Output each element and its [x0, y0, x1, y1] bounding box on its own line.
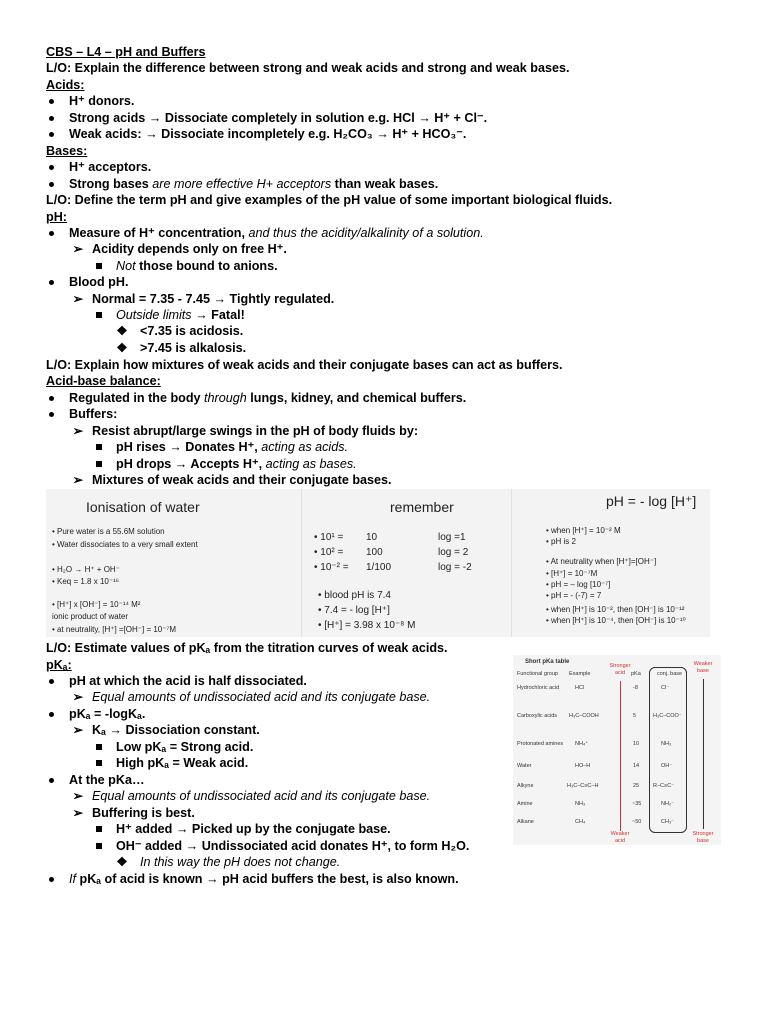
pka-row-value: 10: [633, 741, 640, 747]
bullet: [49, 165, 54, 170]
pka-row-example: H₃C–COOH: [569, 713, 599, 719]
bullet: [49, 778, 54, 783]
acid-base-subitem: Mixtures of weak acids and their conjugate bases.: [92, 473, 392, 487]
arrow-bullet-icon: ➢: [72, 292, 84, 306]
ph-item: Measure of H⁺ concentration, and thus the acidity/alkalinity of a solution.: [69, 226, 484, 240]
acid-base-subitem: pH rises → Donates H⁺, acting as acids.: [116, 440, 349, 454]
square-bullet-icon: [96, 444, 102, 450]
pka-row-value: ~35: [632, 801, 642, 807]
acids-item: H⁺ donors.: [69, 94, 135, 108]
pka-row-example: CH₄: [575, 819, 586, 825]
pka-table-title: Short pKa table: [525, 659, 570, 665]
acid-base-subitem: Resist abrupt/large swings in the pH of body fluids by:: [92, 424, 419, 438]
stronger-acid-label: Stronger acid: [609, 663, 631, 676]
pka-row-base: Cl⁻: [661, 685, 670, 691]
acid-base-item: Regulated in the body through lungs, kidney, and chemical buffers.: [69, 391, 467, 405]
slide-line: • when [H⁺] = 10⁻² M: [546, 526, 621, 535]
ph-subitem: Normal = 7.35 - 7.45 → Tightly regulated.: [92, 292, 335, 306]
pka-row-example: HO–H: [575, 763, 591, 769]
arrow-bullet-icon: ➢: [72, 806, 84, 820]
learning-objective-4: L/O: Estimate values of pKₐ from the titration curves of weak acids.: [46, 641, 448, 655]
pka-row-base: NH₂⁻: [661, 801, 674, 807]
square-bullet-icon: [96, 843, 102, 849]
slide-line: log =1: [438, 532, 466, 543]
learning-objective-2: L/O: Define the term pH and give examples of the pH value of some important biological fluids.: [46, 193, 613, 207]
slide-line: ionic product of water: [52, 612, 129, 621]
slide-line: • 10⁻² =: [314, 562, 349, 573]
pka-row-group: Amine: [517, 801, 533, 807]
pka-header: pKa: [631, 671, 641, 677]
pka-row-base: CH₃⁻: [661, 819, 675, 825]
arrow-bullet-icon: ➢: [72, 242, 84, 256]
arrow-bullet-icon: ➢: [72, 424, 84, 438]
bullet: [49, 877, 54, 882]
slide-line: • [H⁺] = 10⁻⁷M: [546, 569, 598, 578]
pka-row-group: Protonated amines: [517, 741, 564, 747]
bullet: [49, 99, 54, 104]
slide-line: • when [H⁺] is 10⁻⁴, then [OH⁻] is 10⁻¹⁰: [546, 616, 686, 625]
square-bullet-icon: [96, 826, 102, 832]
slide-line: • pH = - (-7) = 7: [546, 591, 602, 600]
weaker-base-label: Weaker base: [693, 661, 713, 674]
pka-row-example: HCl: [575, 685, 585, 691]
slide-line: • Pure water is a 55.6M solution: [52, 527, 165, 536]
pka-header: Example: [569, 671, 591, 677]
arrow-bullet-icon: ➢: [72, 723, 84, 737]
ph-subitem: Outside limits → Fatal!: [116, 308, 245, 322]
acid-base-heading: Acid-base balance:: [46, 374, 161, 388]
pka-heading: pKₐ:: [46, 658, 72, 672]
slide-line: • At neutrality when [H⁺]=[OH⁻]: [546, 557, 657, 566]
acid-strength-arrow: [620, 681, 621, 831]
bullet: [49, 712, 54, 717]
arrow-bullet-icon: ➢: [72, 690, 84, 704]
ph-subitem: >7.45 is alkalosis.: [140, 341, 247, 355]
stronger-base-label: Stronger base: [692, 831, 714, 844]
page-title: CBS – L4 – pH and Buffers: [46, 45, 206, 59]
pka-subitem: Kₐ → Dissociation constant.: [92, 723, 260, 737]
acids-heading: Acids:: [46, 78, 85, 92]
slide-line: log = -2: [438, 562, 472, 573]
pka-row-value: 5: [633, 713, 637, 719]
pka-subitem: OH⁻ added → Undissociated acid donates H⁺, to form H₂O.: [116, 839, 470, 853]
bullet: [49, 280, 54, 285]
square-bullet-icon: [96, 461, 102, 467]
pka-item: pKₐ = -logKₐ.: [69, 707, 146, 721]
pka-row-example: NH₃: [575, 801, 586, 807]
pka-row-group: Alkane: [517, 819, 534, 825]
ph-subitem: Not those bound to anions.: [116, 259, 278, 273]
slide-title-remember: remember: [390, 499, 454, 515]
slide-line: log = 2: [438, 547, 469, 558]
pka-row-base: OH⁻: [661, 763, 673, 769]
pka-row-group: Carboxylic acids: [517, 713, 558, 719]
pka-subitem: Low pKₐ = Strong acid.: [116, 740, 254, 754]
pka-item: If pKₐ of acid is known → pH acid buffers the best, is also known.: [69, 872, 459, 886]
learning-objective-3: L/O: Explain how mixtures of weak acids and their conjugate bases can act as buffers.: [46, 358, 563, 372]
slide-title-ph: pH = - log [H⁺]: [606, 493, 697, 509]
divider: [511, 489, 512, 637]
square-bullet-icon: [96, 263, 102, 269]
pka-row-base: H₃C–COO⁻: [653, 713, 682, 719]
pka-row-base: NH₃: [661, 741, 672, 747]
learning-objective-1: L/O: Explain the difference between strong and weak acids and strong and weak bases.: [46, 61, 570, 75]
bullet: [49, 231, 54, 236]
pka-row-value: 25: [633, 783, 640, 789]
ph-subitem: <7.35 is acidosis.: [140, 324, 244, 338]
pka-row-value: 14: [633, 763, 640, 769]
arrow-bullet-icon: ➢: [72, 789, 84, 803]
pka-subitem: Equal amounts of undissociated acid and its conjugate base.: [92, 690, 431, 704]
slide-title-ionisation: Ionisation of water: [86, 499, 200, 515]
slide-line: • Water dissociates to a very small extent: [52, 540, 198, 549]
pka-row-group: Water: [517, 763, 532, 769]
square-bullet-icon: [96, 744, 102, 750]
slide-line: • pH = – log [10⁻⁷]: [546, 580, 611, 589]
pka-row-base: R–C≡C⁻: [653, 783, 675, 789]
bases-item: H⁺ acceptors.: [69, 160, 152, 174]
slide-line: 10: [366, 532, 378, 543]
slide-line: • [H⁺] = 3.98 x 10⁻⁸ M: [318, 620, 416, 631]
acid-base-item: Buffers:: [69, 407, 118, 421]
pka-row-group: Hydrochloric acid: [517, 685, 560, 691]
diamond-bullet-icon: ❖: [116, 855, 128, 869]
pka-row-group: Alkyne: [517, 783, 534, 789]
ph-heading: pH:: [46, 210, 67, 224]
pka-header: Functional group: [517, 671, 558, 677]
slide-line: • 7.4 = - log [H⁺]: [318, 605, 390, 616]
bullet: [49, 182, 54, 187]
slide-line: 1/100: [366, 562, 392, 573]
pka-item: At the pKa…: [69, 773, 145, 787]
slide-line: • 10² =: [314, 547, 344, 558]
diamond-bullet-icon: ❖: [116, 341, 128, 355]
acids-item: Weak acids: → Dissociate incompletely e.g. H₂CO₃ → H⁺ + HCO₃⁻.: [69, 127, 467, 141]
diamond-bullet-icon: ❖: [116, 324, 128, 338]
slide-line: • Keq = 1.8 x 10⁻¹⁶: [52, 577, 120, 586]
pka-item: pH at which the acid is half dissociated.: [69, 674, 307, 688]
bullet: [49, 679, 54, 684]
pka-header: conj. base: [657, 671, 683, 677]
slide-line: • when [H⁺] is 10⁻², then [OH⁻] is 10⁻¹²: [546, 605, 685, 614]
slide-line: • 10¹ =: [314, 532, 344, 543]
bullet: [49, 412, 54, 417]
pka-subitem: High pKₐ = Weak acid.: [116, 756, 249, 770]
bullet: [49, 116, 54, 121]
pka-subitem: Equal amounts of undissociated acid and its conjugate base.: [92, 789, 431, 803]
slide-line: • [H⁺] x [OH⁻] = 10⁻¹⁴ M²: [52, 600, 141, 609]
lecture-slides-strip: [46, 489, 710, 637]
slide-line: 100: [366, 547, 383, 558]
square-bullet-icon: [96, 312, 102, 318]
pka-row-example: NH₄⁺: [575, 741, 589, 747]
ph-subitem: Acidity depends only on free H⁺.: [92, 242, 287, 256]
pka-subitem: Buffering is best.: [92, 806, 195, 820]
base-strength-arrow: [703, 679, 704, 829]
bases-heading: Bases:: [46, 144, 88, 158]
divider: [301, 489, 302, 637]
acids-item: Strong acids → Dissociate completely in solution e.g. HCl → H⁺ + Cl⁻.: [69, 111, 488, 125]
pka-row-example: H₃C–C≡C–H: [567, 783, 599, 789]
arrow-bullet-icon: ➢: [72, 473, 84, 487]
slide-line: • H₂O → H⁺ + OH⁻: [52, 565, 120, 574]
slide-line: • pH is 2: [546, 537, 576, 546]
pka-subitem: H⁺ added → Picked up by the conjugate base.: [116, 822, 391, 836]
pka-table-figure: [513, 655, 721, 845]
ph-item: Blood pH.: [69, 275, 129, 289]
weaker-acid-label: Weaker acid: [610, 831, 630, 844]
square-bullet-icon: [96, 760, 102, 766]
pka-row-value: ~50: [632, 819, 642, 825]
slide-line: • blood pH is 7.4: [318, 590, 391, 601]
bullet: [49, 396, 54, 401]
bullet: [49, 132, 54, 137]
bases-item: Strong bases are more effective H+ acceptors than weak bases.: [69, 177, 439, 191]
pka-subitem: In this way the pH does not change.: [140, 855, 341, 869]
pka-row-value: -8: [633, 685, 638, 691]
slide-line: • at neutrality, [H⁺] =[OH⁻] = 10⁻⁷M: [52, 625, 177, 634]
acid-base-subitem: pH drops → Accepts H⁺, acting as bases.: [116, 457, 357, 471]
